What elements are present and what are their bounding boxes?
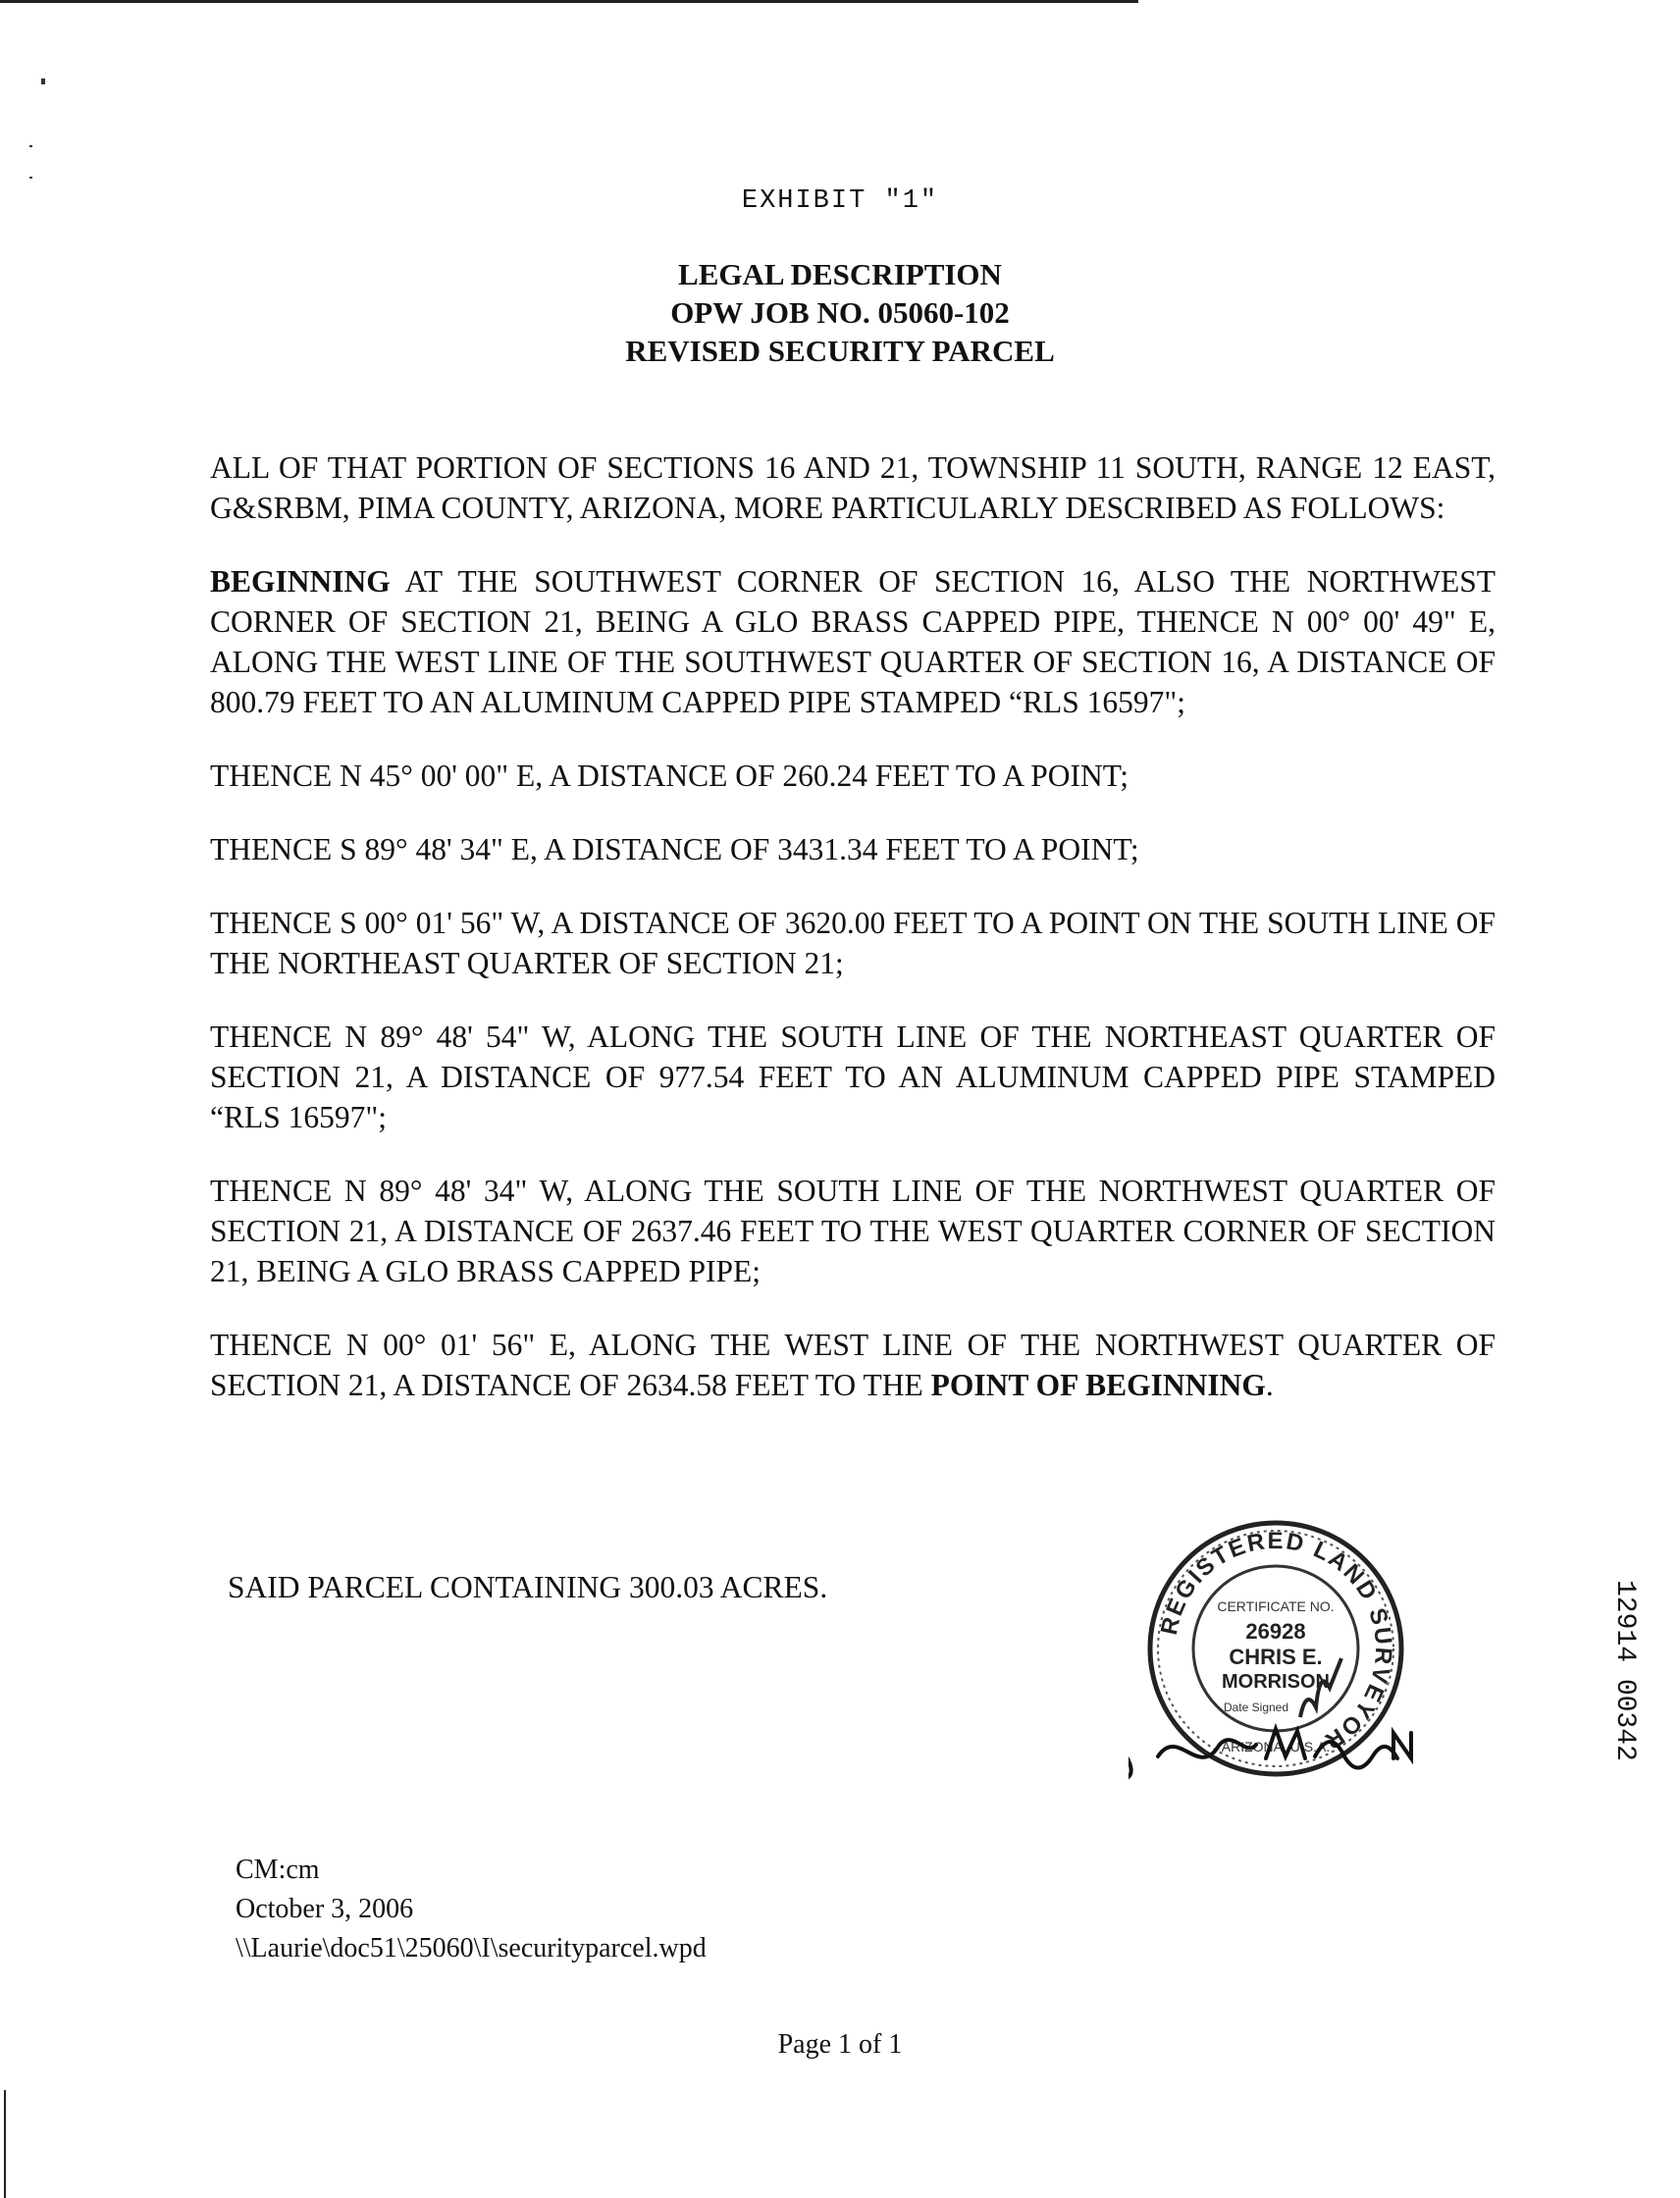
svg-text:CERTIFICATE NO.: CERTIFICATE NO.	[1217, 1598, 1335, 1614]
intro-paragraph: ALL OF THAT PORTION OF SECTIONS 16 AND 21, TOWNSHIP 11 SOUTH, RANGE 12 EAST, G&SRBM, PIMA COUNTY, ARIZONA, MORE PARTICULARLY DESCRIBED AS FOLLOWS:	[210, 450, 1496, 525]
svg-text:Date Signed: Date Signed	[1223, 1701, 1289, 1714]
document-footer	[236, 1851, 707, 1968]
author-initials: CM:cm	[236, 1855, 320, 1885]
svg-text:MORRISON: MORRISON	[1222, 1671, 1330, 1693]
legal-description-body	[210, 447, 1496, 1439]
heading-parcel-name: REVISED SECURITY PARCEL	[625, 334, 1055, 368]
course-paragraph: THENCE N 45° 00' 00" E, A DISTANCE OF 260.24 FEET TO A POINT;	[210, 759, 1129, 793]
side-document-number: 12914 00342	[1609, 1580, 1640, 1761]
course-paragraph: THENCE N 89° 48' 34" W, ALONG THE SOUTH LINE OF THE NORTHWEST QUARTER OF SECTION 21, A DISTANCE OF 2637.46 FEET TO THE WEST QUARTER CORNER OF SECTION 21, BEING A GLO BRASS CAPPED PIPE;	[210, 1174, 1496, 1288]
svg-text:CHRIS E.: CHRIS E.	[1229, 1645, 1323, 1669]
scan-speck	[41, 78, 45, 84]
heading-legal-description: LEGAL DESCRIPTION	[678, 257, 1002, 291]
course-paragraph: THENCE N 89° 48' 54" W, ALONG THE SOUTH LINE OF THE NORTHEAST QUARTER OF SECTION 21, A DISTANCE OF 977.54 FEET TO AN ALUMINUM CAPPED PIPE STAMPED “RLS 16597";	[210, 1020, 1496, 1134]
beginning-paragraph	[210, 561, 1496, 722]
beginning-text: AT THE SOUTHWEST CORNER OF SECTION 16, ALSO THE NORTHWEST CORNER OF SECTION 21, BEING A GLO BRASS CAPPED PIPE, THENCE N 00° 00' 49" E, ALONG THE WEST LINE OF THE SOUTHWEST QUARTER OF SECTION 16, A DISTANCE OF 800.79 FEET TO AN ALUMINUM CAPPED PIPE STAMPED “RLS 16597";	[210, 564, 1496, 719]
heading-job-number: OPW JOB NO. 05060-102	[670, 295, 1010, 330]
document-date: October 3, 2006	[236, 1894, 414, 1924]
file-path: \\Laurie\doc51\25060\I\securityparcel.wpd	[236, 1933, 707, 1963]
scan-speck	[29, 177, 32, 179]
scan-left-border	[4, 2090, 6, 2198]
closing-course-paragraph	[210, 1325, 1496, 1405]
document-heading	[0, 255, 1680, 370]
closing-course-text: THENCE N 00° 01' 56" E, ALONG THE WEST LINE OF THE NORTHWEST QUARTER OF SECTION 21, A DISTANCE OF 2634.58 FEET TO THE	[210, 1328, 1496, 1402]
scan-speck	[29, 145, 32, 147]
page-number: Page 1 of 1	[777, 2029, 903, 2060]
course-paragraph: THENCE S 89° 48' 34" E, A DISTANCE OF 3431.34 FEET TO A POINT;	[210, 832, 1139, 866]
surveyor-seal-image	[1129, 1501, 1443, 1815]
exhibit-label: EXHIBIT "1"	[741, 186, 939, 216]
closing-course-end: .	[1265, 1368, 1274, 1402]
svg-text:REGISTERED LAND SURVEYOR: REGISTERED LAND SURVEYOR	[1155, 1527, 1397, 1755]
course-paragraph: THENCE S 00° 01' 56" W, A DISTANCE OF 3620.00 FEET TO A POINT ON THE SOUTH LINE OF THE NORTHEAST QUARTER OF SECTION 21;	[210, 906, 1496, 980]
scan-top-border	[0, 0, 1138, 3]
svg-text:26928: 26928	[1245, 1619, 1306, 1644]
point-of-beginning-keyword: POINT OF BEGINNING	[930, 1368, 1266, 1402]
svg-text:ARIZONA, U.S.A.: ARIZONA, U.S.A.	[1221, 1739, 1331, 1754]
acreage-statement: SAID PARCEL CONTAINING 300.03 ACRES.	[228, 1570, 828, 1604]
beginning-keyword: BEGINNING	[210, 564, 391, 599]
